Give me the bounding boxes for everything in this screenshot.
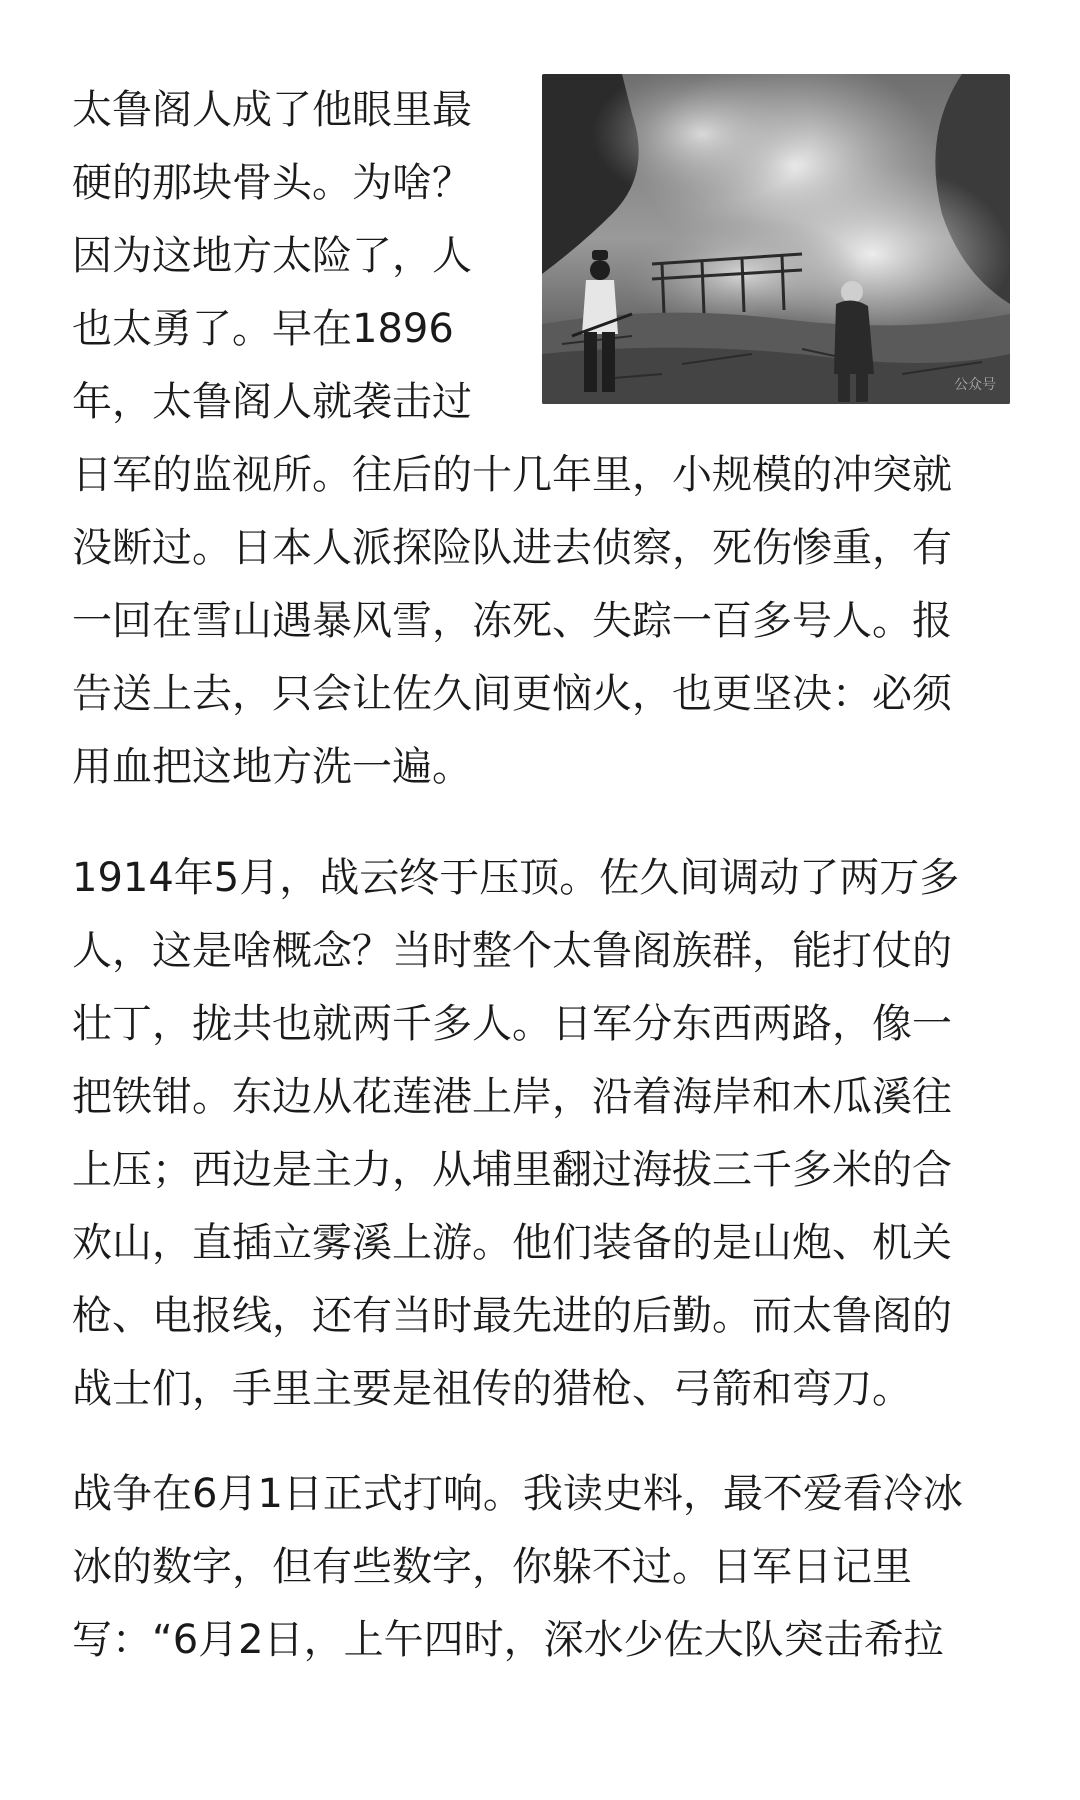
text-line: 太鲁阁人成了他眼里最 [72,87,472,133]
paragraph-3 [72,1458,1008,1677]
text-line: 日军的监视所。往后的十几年里，小规模的冲突就 [72,452,952,498]
text-line: 也太勇了。早在1896 [72,306,454,352]
text-line: 没断过。日本人派探险队进去侦察，死伤惨重，有 [72,525,952,571]
article-body [72,74,1008,1677]
text-line: 枪、电报线，还有当时最先进的后勤。而太鲁阁的 [72,1293,952,1339]
text-line: 冰的数字，但有些数字，你躲不过。日军日记里 [72,1544,912,1590]
text-line: 硬的那块骨头。为啥？ [72,160,472,206]
text-line: 人，这是啥概念？当时整个太鲁阁族群，能打仗的 [72,928,952,974]
text-line: 告送上去，只会让佐久间更恼火，也更坚决：必须 [72,671,952,717]
paragraph-1 [72,74,1008,804]
paragraph-spacer [72,804,1008,842]
text-line: 欢山，直插立雾溪上游。他们装备的是山炮、机关 [72,1220,952,1266]
text-line: 1914年5月，战云终于压顶。佐久间调动了两万多 [72,855,960,901]
text-line: 上压；西边是主力，从埔里翻过海拔三千多米的合 [72,1147,952,1193]
text-line: 因为这地方太险了，人 [72,233,472,279]
paragraph-2 [72,842,1008,1426]
text-line: 战争在6月1日正式打响。我读史料，最不爱看冷冰 [72,1471,963,1517]
text-line: 年，太鲁阁人就袭击过 [72,379,472,425]
text-line: 战士们，手里主要是祖传的猎枪、弓箭和弯刀。 [72,1366,912,1412]
text-line: 用血把这地方洗一遍。 [72,744,472,790]
paragraph-spacer [72,1426,1008,1458]
text-line: 壮丁，拢共也就两千多人。日军分东西两路，像一 [72,1001,952,1047]
photo-watermark: 公众号 [954,377,996,393]
text-line: 写：“6月2日，上午四时，深水少佐大队突击希拉 [72,1617,944,1663]
text-line: 一回在雪山遇暴风雪，冻死、失踪一百多号人。报 [72,598,952,644]
text-line: 把铁钳。东边从花莲港上岸，沿着海岸和木瓜溪往 [72,1074,952,1120]
